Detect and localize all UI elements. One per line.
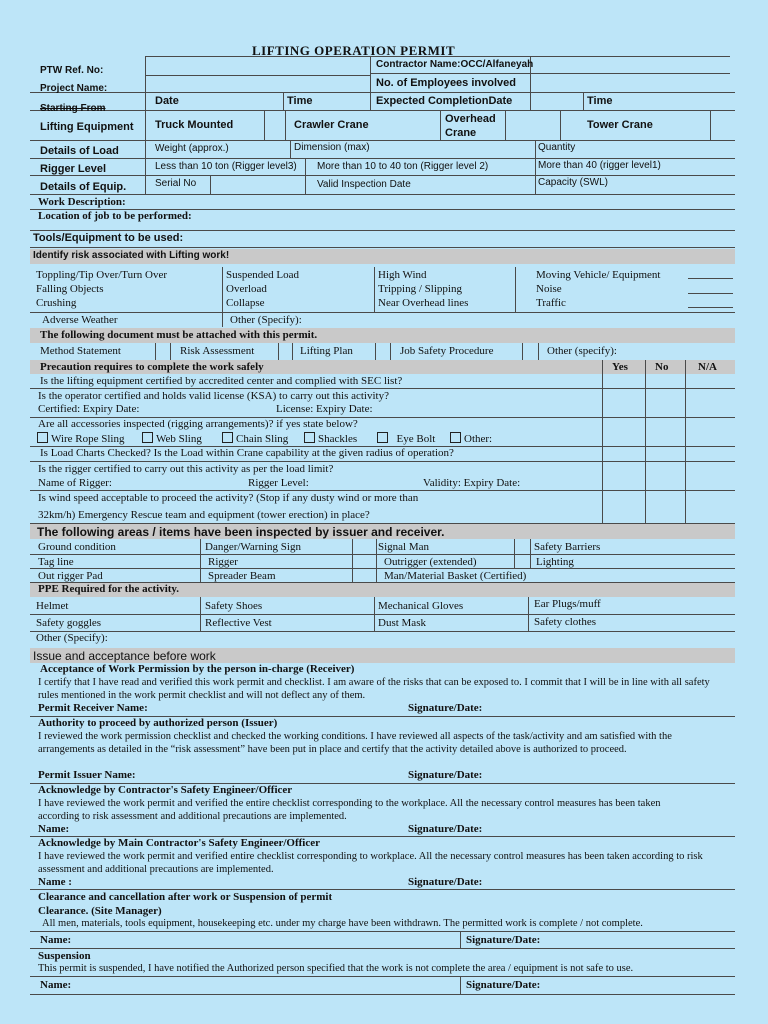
contractor-ack-title: Acknowledge by Contractor's Safety Engineer/Officer [38,784,293,796]
inspect-man-basket: Man/Material Basket (Certified) [384,570,527,582]
time-label: Time [287,95,313,107]
risk-noise: Noise [536,283,562,295]
doc-other: Other (specify): [547,345,617,357]
inspect-outrigger-extended: Outrigger (extended) [384,556,477,568]
inspect-rigger: Rigger [208,556,238,568]
ppe-helmet: Helmet [36,600,69,612]
doc-method-statement: Method Statement [40,345,121,357]
details-of-equip-label: Details of Equip. [40,181,127,193]
crawler-crane-option: Crawler Crane [294,119,369,131]
clearance-signature-label: Signature/Date: [466,934,541,946]
q-wind-speed: Is wind speed acceptable to proceed the activity? (Stop if any dusty wind or more than [38,492,419,504]
checkbox-icon[interactable] [450,432,461,443]
authority-title: Authority to proceed by authorized person (Issuer) [38,717,278,729]
na-column-header: N/A [698,361,717,373]
risk-falling-objects: Falling Objects [36,283,104,295]
date-label: Date [155,95,179,107]
main-ack-text: I have reviewed the work permit and verified entire checklist corresponding to workplace. All the necessary control measures has been taken according to risk assessment and additional precautions are implemented. [38,851,703,875]
clearance-title: Clearance. (Site Manager) [38,905,162,917]
rigger-level-2: More than 10 to 40 ton (Rigger level 2) [317,161,489,172]
inspect-tag-line: Tag line [38,556,74,568]
clearance-text: All men, materials, tools equipment, housekeeping etc. under my charge have been withdrawn. The permitted work is complete / not complete. [42,918,643,929]
clearance-name-label: Name: [40,934,72,946]
ppe-goggles: Safety goggles [36,617,102,629]
issuer-name-label: Permit Issuer Name: [38,769,136,781]
page-title: LIFTING OPERATION PERMIT [252,43,456,58]
truck-mounted-option: Truck Mounted [155,119,234,131]
accessory-wire-rope[interactable]: Wire Rope Sling [37,432,125,445]
accessory-eye-bolt[interactable]: Eye Bolt [377,432,435,445]
suspension-signature-label: Signature/Date: [466,979,541,991]
authority-text: I reviewed the work permission checklist and checked the working conditions. I have reviewed all aspects of the task/activity and am satisfied with the arrangements as detailed in the “risk assessment” have been put in place and certify that the activity detailed above is authorized to proceed. [38,731,672,755]
checkbox-icon[interactable] [377,432,388,443]
risk-suspended-load: Suspended Load [226,269,300,281]
rigger-level-label: Rigger Level [40,163,107,175]
valid-inspection-label: Valid Inspection Date [317,179,411,190]
accessory-web-sling[interactable]: Web Sling [142,432,202,445]
main-ack-signature-label: Signature/Date: [408,876,483,888]
ppe-ear-plugs: Ear Plugs/muff [534,598,601,610]
receiver-name-label: Permit Receiver Name: [38,702,148,714]
inspect-outrigger-pad: Out rigger Pad [38,570,103,582]
q-license-expiry: License: Expiry Date: [276,403,373,415]
ppe-mechanical-gloves: Mechanical Gloves [378,600,464,612]
accessory-other[interactable]: Other: [450,432,492,445]
checkbox-icon[interactable] [304,432,315,443]
contractor-ack-name-label: Name: [38,823,70,835]
project-name-label: Project Name: [40,83,108,94]
risk-traffic: Traffic [536,297,566,309]
ppe-other: Other (Specify): [36,632,108,644]
yes-column-header: Yes [612,361,628,373]
serial-no-label: Serial No [155,178,197,189]
risk-tripping: Tripping / Slipping [378,283,462,295]
inspected-header: The following areas / items have been inspected by issuer and receiver. [37,525,445,539]
precaution-header: Precaution requires to complete the work safely [40,361,264,373]
main-ack-title: Acknowledge by Main Contractor's Safety Engineer/Officer [38,837,320,849]
q-certified-expiry: Certified: Expiry Date: [38,403,140,415]
capacity-label: Capacity (SWL) [538,177,609,188]
risk-adverse-weather: Adverse Weather [42,314,118,326]
accessory-chain-sling[interactable]: Chain Sling [222,432,288,445]
rigger-level-1: More than 40 (rigger level1) [538,160,661,171]
quantity-label: Quantity [538,142,576,153]
lifting-equipment-label: Lifting Equipment [40,121,134,133]
checkbox-icon[interactable] [222,432,233,443]
q-operator-certified: Is the operator certified and holds valid license (KSA) to carry out this activity? [38,390,389,402]
suspension-name-label: Name: [40,979,72,991]
ppe-reflective-vest: Reflective Vest [205,617,272,629]
inspect-danger-sign: Danger/Warning Sign [205,541,301,553]
rigger-level-3: Less than 10 ton (Rigger level3) [155,161,297,172]
q-lifting-certified: Is the lifting equipment certified by accredited center and complied with SEC list? [40,375,403,387]
q-load-charts: Is Load Charts Checked? Is the Load within Crane capability at the given radius of operation? [40,447,454,459]
work-description-label: Work Description: [38,196,126,208]
risk-other: Other (Specify): [230,314,302,326]
clearance-header: Clearance and cancellation after work or Suspension of permit [38,891,333,903]
risk-collapse: Collapse [226,297,265,309]
documents-header: The following document must be attached with this permit. [40,329,318,341]
doc-risk-assessment: Risk Assessment [180,345,255,357]
suspension-text: This permit is suspended, I have notified the Authorized person specified that the work is not complete the area / equipment is not safe to use. [38,963,634,974]
main-ack-name-label: Name : [38,876,72,888]
weight-label: Weight (approx.) [155,143,229,154]
issuer-signature-label: Signature/Date: [408,769,483,781]
suspension-title: Suspension [38,950,91,962]
location-label: Location of job to be performed: [38,210,192,222]
doc-lifting-plan: Lifting Plan [300,345,353,357]
expected-completion-label: Expected CompletionDate [376,95,513,107]
acceptance-text: I certify that I have read and verified this work permit and checklist. I am aware of the risks that can be exposed to. I commit that I will be in line with all safety rules mentioned in the work permit checklist and will not deflect any of them. [38,677,710,701]
overhead-crane-option: Overhead Crane [445,113,496,139]
contractor-name-label: Contractor Name:OCC/Alfaneyah [376,59,534,70]
risk-header: Identify risk associated with Lifting work! [33,250,230,261]
tools-label: Tools/Equipment to be used: [33,232,184,244]
ppe-safety-clothes: Safety clothes [534,616,597,628]
contractor-ack-text: I have reviewed the work permit and verified the entire checklist corresponding to the workplace. All the necessary control measures has been taken according to risk assessment and additional precautions are implemented. [38,798,661,822]
risk-high-wind: High Wind [378,269,427,281]
receiver-signature-label: Signature/Date: [408,702,483,714]
q-name-of-rigger: Name of Rigger: [38,477,112,489]
ppe-dust-mask: Dust Mask [378,617,426,629]
risk-overhead-lines: Near Overhead lines [378,297,469,309]
q-emergency-rescue: 32km/h) Emergency Rescue team and equipment (tower erection) in place? [38,509,370,521]
inspect-ground: Ground condition [38,541,116,553]
starting-from-label: Starting From [40,103,106,114]
q-rigger-certified: Is the rigger certified to carry out this activity as per the load limit? [38,463,334,475]
risk-toppling: Toppling/Tip Over/Turn Over [36,269,168,281]
inspect-safety-barriers: Safety Barriers [534,541,601,553]
tower-crane-option: Tower Crane [587,119,653,131]
ppe-safety-shoes: Safety Shoes [205,600,263,612]
details-of-load-label: Details of Load [40,145,119,157]
inspect-lighting: Lighting [536,556,574,568]
q-rigger-level: Rigger Level: [248,477,309,489]
risk-crushing: Crushing [36,297,77,309]
inspect-signal-man: Signal Man [378,541,430,553]
ptw-ref-label: PTW Ref. No: [40,65,104,76]
issue-header: Issue and acceptance before work [33,649,216,663]
dimension-label: Dimension (max) [294,142,370,153]
q-accessories: Are all accessories inspected (rigging arrangements)? if yes state below? [38,418,358,430]
no-column-header: No [655,361,669,373]
accessory-shackles[interactable]: Shackles [304,432,357,445]
q-validity-expiry: Validity: Expiry Date: [423,477,521,489]
checkbox-icon[interactable] [142,432,153,443]
checkbox-icon[interactable] [37,432,48,443]
ppe-header: PPE Required for the activity. [38,583,180,595]
completion-time-label: Time [587,95,613,107]
inspect-spreader-beam: Spreader Beam [208,570,276,582]
employees-label: No. of Employees involved [376,77,516,89]
contractor-ack-signature-label: Signature/Date: [408,823,483,835]
risk-overload: Overload [226,283,267,295]
acceptance-title: Acceptance of Work Permission by the person in-charge (Receiver) [40,663,355,675]
doc-job-safety: Job Safety Procedure [400,345,494,357]
risk-moving-vehicle: Moving Vehicle/ Equipment [536,269,661,281]
